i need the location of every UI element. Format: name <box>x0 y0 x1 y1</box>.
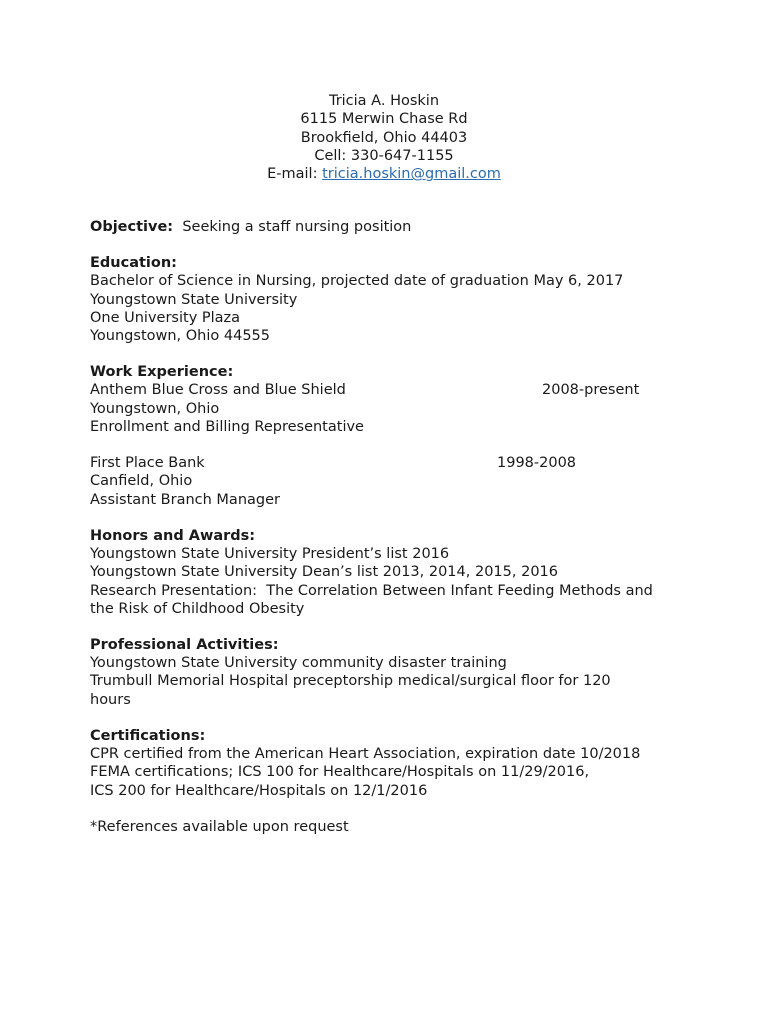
certifications-line: ICS 200 for Healthcare/Hospitals on 12/1/2016 <box>90 782 428 799</box>
applicant-name: Tricia A. Hoskin <box>328 93 440 109</box>
email-link[interactable]: tricia.hoskin@gmail.com <box>322 166 501 183</box>
job-1-row <box>90 381 690 399</box>
certifications-heading: Certifications: <box>90 727 206 744</box>
cell-phone: Cell: 330-647-1155 <box>314 147 454 164</box>
honors-line: Research Presentation: The Correlation Between Infant Feeding Methods and <box>90 582 653 599</box>
email-line <box>0 165 768 183</box>
education-line: One University Plaza <box>90 309 241 326</box>
objective-line <box>90 218 690 236</box>
education-line: Youngstown State University <box>90 291 298 308</box>
references-note: *References available upon request <box>90 818 349 835</box>
objective-heading: Objective: <box>90 219 174 235</box>
city-state-zip: Brookfield, Ohio 44403 <box>300 129 468 146</box>
resume-body <box>90 218 690 836</box>
job-2-location: Canfield, Ohio <box>90 473 193 490</box>
certifications-line: FEMA certifications; ICS 100 for Healthcare/Hospitals on 11/29/2016, <box>90 764 590 781</box>
job-2-row <box>90 454 690 472</box>
activities-line: hours <box>90 691 131 708</box>
job-1-location: Youngstown, Ohio <box>90 400 220 417</box>
honors-line: the Risk of Childhood Obesity <box>90 600 305 617</box>
job-1-employer: Anthem Blue Cross and Blue Shield <box>90 382 346 399</box>
honors-line: Youngstown State University President’s list 2016 <box>90 545 450 562</box>
education-heading: Education: <box>90 254 177 271</box>
education-line: Youngstown, Ohio 44555 <box>90 328 271 345</box>
honors-line: Youngstown State University Dean’s list 2013, 2014, 2015, 2016 <box>90 564 559 581</box>
job-2-title: Assistant Branch Manager <box>90 491 280 508</box>
honors-heading: Honors and Awards: <box>90 527 256 544</box>
activities-line: Trumbull Memorial Hospital preceptorship medical/surgical floor for 120 <box>90 673 611 690</box>
education-line: Bachelor of Science in Nursing, projected date of graduation May 6, 2017 <box>90 273 624 290</box>
certifications-line: CPR certified from the American Heart Association, expiration date 10/2018 <box>90 745 641 762</box>
email-label: E-mail: <box>267 166 323 183</box>
street-address: 6115 Merwin Chase Rd <box>300 111 468 128</box>
job-1-dates: 2008-present <box>542 382 640 399</box>
work-heading: Work Experience: <box>90 364 234 381</box>
objective-text: Seeking a staff nursing position <box>182 219 412 235</box>
activities-line: Youngstown State University community disaster training <box>90 655 507 672</box>
activities-heading: Professional Activities: <box>90 636 279 653</box>
job-2-dates: 1998-2008 <box>497 455 577 472</box>
job-2-employer: First Place Bank <box>90 455 205 472</box>
contact-header <box>0 92 768 183</box>
job-1-title: Enrollment and Billing Representative <box>90 419 364 436</box>
